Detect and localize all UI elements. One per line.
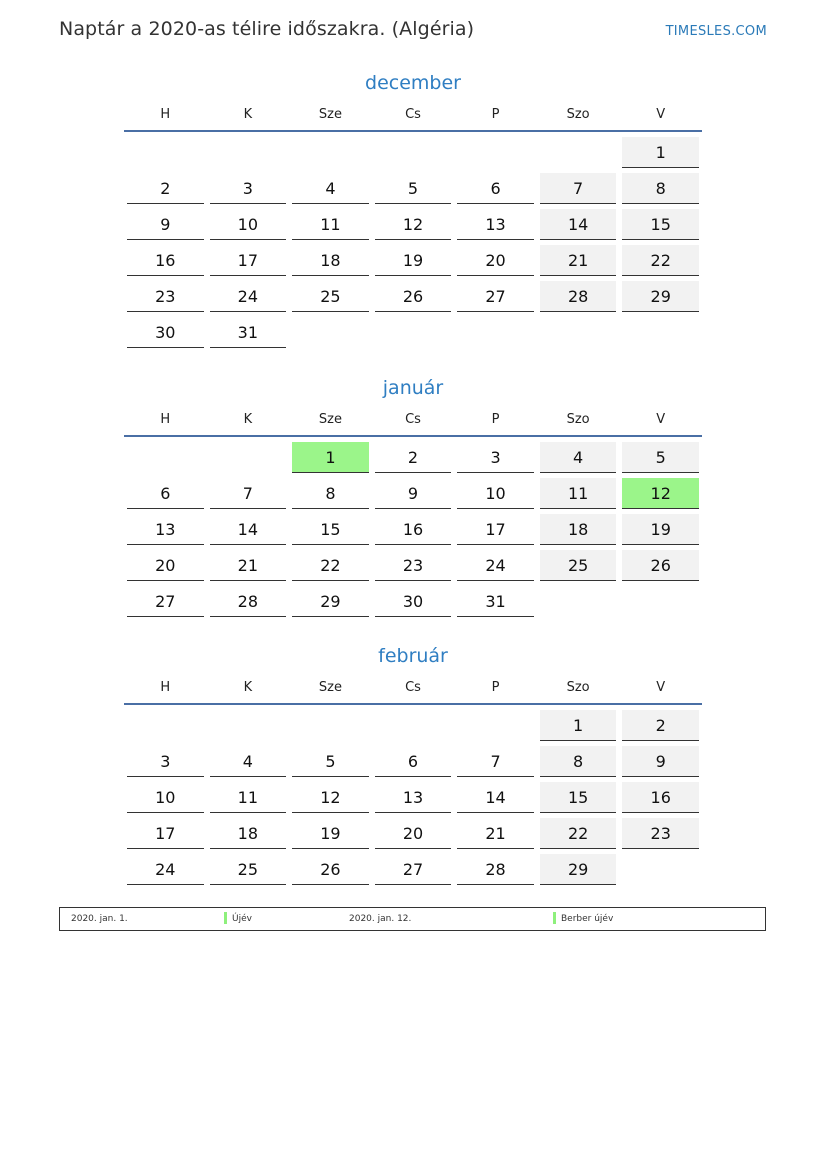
day-number [127,710,204,741]
day-number: 24 [457,550,534,581]
weekday-label: P [491,680,500,695]
day-number: 7 [457,746,534,777]
weekday-label: K [243,680,253,695]
day-cell [537,854,620,885]
day-cell [289,478,372,509]
day-number: 29 [540,854,617,885]
empty-day-cell [372,137,455,168]
day-cell [289,173,372,204]
day-cell [619,137,702,168]
month-december [124,68,702,348]
day-cell [124,586,207,617]
day-number: 10 [457,478,534,509]
day-cell [124,317,207,348]
weekday-label: K [243,107,253,122]
day-number: 12 [292,782,369,813]
weekday-label: V [656,680,666,695]
day-number [292,710,369,741]
month-january [124,373,702,617]
day-cell [372,173,455,204]
weekday-label: Szo [566,412,590,427]
day-number: 4 [292,173,369,204]
day-number: 12 [622,478,699,509]
day-number [210,442,287,473]
day-number: 18 [210,818,287,849]
day-number: 2 [622,710,699,741]
day-number: 15 [622,209,699,240]
day-number: 17 [127,818,204,849]
empty-day-cell [619,317,702,348]
day-number [622,854,699,885]
day-number: 21 [210,550,287,581]
holiday-day-cell [619,478,702,509]
weekday-label: V [656,107,666,122]
day-cell [207,854,290,885]
days-grid [124,442,702,617]
day-number: 19 [292,818,369,849]
day-cell [537,550,620,581]
day-cell [619,818,702,849]
day-cell [619,173,702,204]
day-cell [289,514,372,545]
day-number: 27 [457,281,534,312]
day-number: 24 [210,281,287,312]
day-cell [537,442,620,473]
day-number [457,317,534,348]
weekday-label: H [160,107,171,122]
day-number [622,586,699,617]
day-number [540,137,617,168]
day-number: 27 [127,586,204,617]
empty-day-cell [372,317,455,348]
day-cell [207,586,290,617]
empty-day-cell [289,710,372,741]
day-cell [207,245,290,276]
legend-holiday-name: Újév [232,914,252,924]
day-cell [454,173,537,204]
day-number: 2 [127,173,204,204]
holiday-color-mark [224,912,227,924]
empty-day-cell [124,442,207,473]
day-cell [372,209,455,240]
day-number: 15 [540,782,617,813]
holiday-day-cell [289,442,372,473]
day-number: 13 [127,514,204,545]
day-number: 29 [622,281,699,312]
day-number: 31 [210,317,287,348]
day-cell [372,281,455,312]
day-number: 22 [292,550,369,581]
day-number: 23 [375,550,452,581]
day-cell [454,209,537,240]
day-cell [619,710,702,741]
day-number: 3 [457,442,534,473]
day-cell [289,245,372,276]
day-cell [207,746,290,777]
day-cell [454,550,537,581]
day-cell [454,818,537,849]
day-number [540,317,617,348]
day-number: 6 [457,173,534,204]
day-number: 20 [375,818,452,849]
empty-day-cell [124,710,207,741]
empty-day-cell [537,586,620,617]
day-number [292,317,369,348]
day-cell [619,442,702,473]
day-number: 1 [292,442,369,473]
day-cell [454,586,537,617]
day-cell [124,281,207,312]
day-number: 16 [622,782,699,813]
day-number: 6 [375,746,452,777]
day-number: 18 [292,245,369,276]
day-number: 4 [540,442,617,473]
day-number: 17 [210,245,287,276]
page-title: Naptár a 2020-as télire időszakra. (Algéria) [59,18,475,40]
day-number: 26 [622,550,699,581]
empty-day-cell [289,137,372,168]
day-number: 8 [540,746,617,777]
weekday-label: H [160,412,171,427]
day-cell [289,746,372,777]
day-cell [372,746,455,777]
day-cell [124,854,207,885]
legend-date: 2020. jan. 1. [71,914,128,924]
day-number: 13 [457,209,534,240]
day-cell [124,818,207,849]
day-number: 11 [292,209,369,240]
brand-link[interactable]: TIMESLES.COM [665,24,767,39]
weekday-label: V [656,412,666,427]
weekday-label: Szo [566,680,590,695]
weekday-label: Cs [405,680,421,695]
day-number: 19 [375,245,452,276]
day-number: 20 [127,550,204,581]
day-number: 11 [210,782,287,813]
day-number: 25 [210,854,287,885]
day-cell [372,818,455,849]
empty-day-cell [372,710,455,741]
day-cell [124,550,207,581]
day-number: 7 [540,173,617,204]
day-cell [289,782,372,813]
day-cell [372,442,455,473]
day-cell [454,245,537,276]
day-cell [124,514,207,545]
weekday-label: P [491,412,500,427]
day-number: 22 [622,245,699,276]
day-number: 5 [292,746,369,777]
day-number: 23 [622,818,699,849]
day-cell [207,173,290,204]
day-number: 1 [622,137,699,168]
weekday-label: Sze [318,412,342,427]
day-number: 5 [375,173,452,204]
empty-day-cell [454,710,537,741]
day-number: 19 [622,514,699,545]
day-number: 6 [127,478,204,509]
day-cell [124,245,207,276]
day-number [210,137,287,168]
month-february [124,641,702,885]
day-cell [537,710,620,741]
weekday-label: H [160,680,171,695]
day-number: 26 [292,854,369,885]
weekday-label: Sze [318,680,342,695]
day-number: 4 [210,746,287,777]
day-cell [124,746,207,777]
day-number [375,317,452,348]
holiday-legend [59,907,766,931]
day-number [292,137,369,168]
day-number: 12 [375,209,452,240]
empty-day-cell [619,854,702,885]
day-cell [207,281,290,312]
day-number [540,586,617,617]
day-cell [619,550,702,581]
day-cell [454,782,537,813]
day-number: 3 [210,173,287,204]
day-cell [124,173,207,204]
day-cell [207,514,290,545]
day-cell [289,818,372,849]
day-cell [537,209,620,240]
empty-day-cell [619,586,702,617]
day-cell [372,586,455,617]
empty-day-cell [537,317,620,348]
day-cell [372,782,455,813]
day-number: 29 [292,586,369,617]
day-number: 23 [127,281,204,312]
weekday-label: Szo [566,107,590,122]
day-number: 3 [127,746,204,777]
day-cell [372,245,455,276]
day-cell [454,442,537,473]
day-cell [372,550,455,581]
day-number: 21 [540,245,617,276]
weekday-label: K [243,412,253,427]
holiday-color-mark [553,912,556,924]
day-cell [207,550,290,581]
day-cell [207,478,290,509]
day-number: 15 [292,514,369,545]
day-number: 18 [540,514,617,545]
day-cell [537,281,620,312]
weekday-label: Sze [318,107,342,122]
day-cell [537,245,620,276]
legend-date: 2020. jan. 12. [349,914,412,924]
day-cell [619,209,702,240]
day-cell [207,818,290,849]
day-cell [454,854,537,885]
weekday-label: P [491,107,500,122]
day-cell [619,281,702,312]
day-cell [207,317,290,348]
day-cell [537,746,620,777]
day-number: 5 [622,442,699,473]
day-cell [619,782,702,813]
day-cell [207,209,290,240]
day-cell [289,209,372,240]
empty-day-cell [454,317,537,348]
day-number: 7 [210,478,287,509]
weekday-header [124,405,702,437]
day-number [457,137,534,168]
day-number: 14 [457,782,534,813]
day-cell [124,478,207,509]
day-cell [372,478,455,509]
empty-day-cell [454,137,537,168]
month-title: február [378,645,448,667]
day-cell [454,746,537,777]
day-cell [454,478,537,509]
day-number: 20 [457,245,534,276]
weekday-label: Cs [405,107,421,122]
day-cell [124,782,207,813]
empty-day-cell [207,137,290,168]
day-number: 30 [375,586,452,617]
day-number: 17 [457,514,534,545]
day-cell [289,854,372,885]
weekday-header [124,100,702,132]
empty-day-cell [289,317,372,348]
day-number: 25 [540,550,617,581]
day-number: 28 [540,281,617,312]
empty-day-cell [124,137,207,168]
day-cell [289,586,372,617]
day-number [622,317,699,348]
day-number: 11 [540,478,617,509]
day-number: 14 [210,514,287,545]
day-cell [619,245,702,276]
weekday-header [124,673,702,705]
day-number: 8 [622,173,699,204]
day-cell [619,514,702,545]
day-number [375,137,452,168]
day-number: 27 [375,854,452,885]
day-number: 9 [127,209,204,240]
day-number: 10 [210,209,287,240]
day-number [210,710,287,741]
day-number: 25 [292,281,369,312]
day-number: 14 [540,209,617,240]
day-number: 28 [210,586,287,617]
day-number: 30 [127,317,204,348]
day-cell [372,854,455,885]
empty-day-cell [207,710,290,741]
days-grid [124,137,702,348]
day-cell [289,550,372,581]
day-number [457,710,534,741]
day-number [127,137,204,168]
day-number: 16 [375,514,452,545]
day-number: 13 [375,782,452,813]
day-number: 10 [127,782,204,813]
month-title: december [365,72,461,94]
day-cell [454,514,537,545]
day-number: 8 [292,478,369,509]
day-number: 2 [375,442,452,473]
day-number [375,710,452,741]
day-number: 16 [127,245,204,276]
day-cell [207,782,290,813]
day-number: 26 [375,281,452,312]
day-cell [537,818,620,849]
day-number: 1 [540,710,617,741]
weekday-label: Cs [405,412,421,427]
day-number: 28 [457,854,534,885]
day-cell [289,281,372,312]
day-number: 9 [622,746,699,777]
empty-day-cell [207,442,290,473]
day-number: 9 [375,478,452,509]
day-cell [372,514,455,545]
day-cell [454,281,537,312]
month-title: január [382,377,444,399]
day-number: 24 [127,854,204,885]
day-cell [537,514,620,545]
day-cell [537,173,620,204]
day-number: 31 [457,586,534,617]
day-number [127,442,204,473]
day-cell [124,209,207,240]
day-number: 21 [457,818,534,849]
day-cell [537,782,620,813]
empty-day-cell [537,137,620,168]
legend-holiday-name: Berber újév [561,914,614,924]
day-cell [619,746,702,777]
days-grid [124,710,702,885]
day-number: 22 [540,818,617,849]
day-cell [537,478,620,509]
